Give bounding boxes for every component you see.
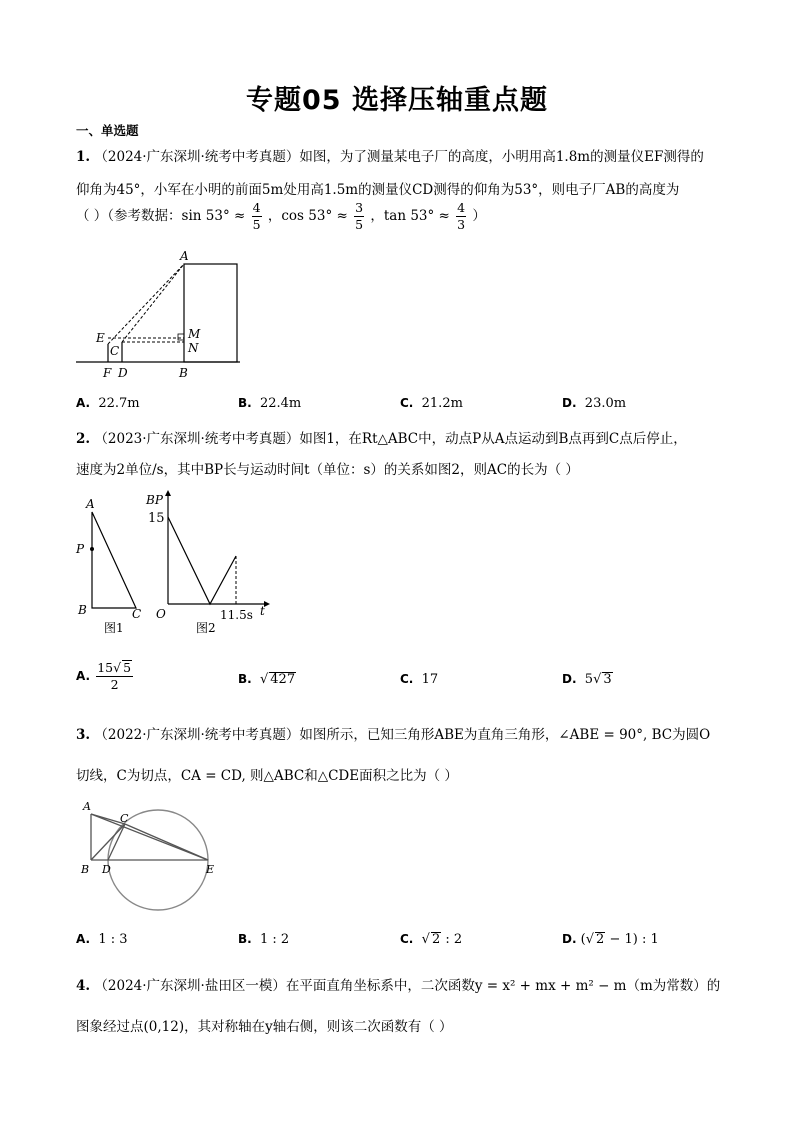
q3-option-b-key: B. bbox=[238, 932, 252, 946]
q3-text-line2: 切线，C为切点，CA = CD, 则△ABC和△CDE面积之比为（ ） bbox=[76, 768, 458, 784]
q1-fraction-cos bbox=[354, 200, 364, 233]
q1-label-N: N bbox=[188, 341, 199, 355]
q3-option-d-rad: 2 bbox=[596, 932, 605, 947]
q2-option-c[interactable] bbox=[400, 672, 438, 687]
q2-fig2-label-t: t bbox=[260, 604, 265, 618]
q3-label-C: C bbox=[120, 812, 129, 825]
q3-option-c[interactable]: C. √ 2 : 2 bbox=[400, 932, 463, 947]
q2-fig1-caption: 图1 bbox=[104, 621, 124, 635]
q3-label-D: D bbox=[102, 863, 111, 876]
q2-text-line2: 速度为2单位/s，其中BP长与运动时间t（单位：s）的关系如图2，则AC的长为（ ） bbox=[76, 462, 579, 478]
page-title: 专题05 选择压轴重点题 bbox=[246, 85, 548, 116]
q1-label-M: M bbox=[188, 327, 201, 341]
q1-text-line2: 仰角为45°，小军在小明的前面5m处用高1.5m的测量仪CD测得的仰角为53°，则电子厂AB的高度为 bbox=[76, 182, 680, 198]
q2-line1 bbox=[76, 427, 687, 447]
q2-option-d-rad: 3 bbox=[603, 672, 612, 687]
q2-option-d-coef: 5 bbox=[584, 672, 594, 687]
q1-line1 bbox=[76, 145, 704, 165]
q1-option-b-key: B. bbox=[238, 396, 252, 410]
q2-fig1-label-B: B bbox=[78, 603, 87, 617]
q2-text-line1: （2023·广东深圳·统考中考真题）如图1，在Rt△ABC中，动点P从A点运动到B点再到C点后停止， bbox=[94, 431, 687, 447]
q2-option-c-key: C. bbox=[400, 672, 414, 686]
q1-figure bbox=[70, 245, 250, 380]
q1-fraction-sin bbox=[252, 200, 262, 233]
q3-label-E: E bbox=[206, 863, 215, 876]
q2-fig1-label-A: A bbox=[86, 497, 95, 511]
q4-line1 bbox=[76, 974, 720, 994]
q2-option-b[interactable]: B. √ 427 bbox=[238, 672, 296, 687]
q2-option-a-rad: 5 bbox=[123, 660, 132, 675]
q2-option-a-den: 2 bbox=[110, 677, 119, 692]
q3-number: 3. bbox=[76, 727, 91, 743]
q2-fig2-label-11.5s: 11.5s bbox=[220, 608, 253, 622]
q2-fig2-caption: 图2 bbox=[196, 621, 216, 635]
q3-label-A: A bbox=[83, 800, 91, 813]
q1-option-a-key: A. bbox=[76, 396, 91, 410]
q1-f2-num: 3 bbox=[355, 200, 364, 215]
q2-fig2-label-BP: BP bbox=[146, 493, 163, 507]
q1-option-c-key: C. bbox=[400, 396, 414, 410]
q1-option-d[interactable] bbox=[562, 396, 626, 411]
q3-option-d-pre: ( bbox=[580, 932, 586, 947]
q3-option-a[interactable] bbox=[76, 932, 128, 947]
q1-option-a-text: 22.7m bbox=[98, 396, 140, 411]
q4-text-line2: 图象经过点(0,12)，其对称轴在y轴右侧，则该二次函数有（ ） bbox=[76, 1019, 453, 1035]
q1-number: 1. bbox=[76, 149, 91, 165]
q1-option-d-text: 23.0m bbox=[584, 396, 627, 411]
q2-option-a-key: A. bbox=[76, 669, 91, 683]
q3-option-b[interactable] bbox=[238, 932, 289, 947]
q4-text-line1: （2024·广东深圳·盐田区一模）在平面直角坐标系中，二次函数y = x² + mx + m² − m（m为常数）的 bbox=[94, 978, 721, 994]
q1-f1-den: 5 bbox=[252, 217, 261, 232]
q1-line3-sep1: ，cos 53° ≈ bbox=[267, 208, 348, 224]
q2-figure2 bbox=[142, 488, 282, 643]
q4-number: 4. bbox=[76, 978, 91, 994]
q1-fraction-tan bbox=[456, 200, 466, 233]
q3-option-d[interactable]: D. (√ 2 − 1) : 1 bbox=[562, 932, 659, 947]
q3-label-B: B bbox=[81, 863, 90, 876]
q3-option-c-key: C. bbox=[400, 932, 414, 946]
section-heading: 一、单选题 bbox=[76, 123, 139, 138]
q3-text-line1: （2022·广东深圳·统考中考真题）如图所示，已知三角形ABE为直角三角形，∠ABE = 90°, BC为圆O bbox=[94, 727, 711, 743]
q1-f1-num: 4 bbox=[252, 200, 261, 215]
q3-line1 bbox=[76, 723, 710, 743]
q1-line3-sep2: ，tan 53° ≈ bbox=[370, 208, 450, 224]
q1-label-A: A bbox=[180, 249, 189, 263]
q1-text-line1: （2024·广东深圳·统考中考真题）如图，为了测量某电子厂的高度，小明用高1.8m的测量仪EF测得的 bbox=[94, 149, 704, 165]
q3-option-b-text: 1 : 2 bbox=[259, 932, 290, 947]
q2-option-a-fraction: $\frac{15√ 5}{2}$ bbox=[97, 660, 132, 692]
q1-option-b-text: 22.4m bbox=[259, 396, 302, 411]
q2-option-a-num: 15 bbox=[97, 660, 114, 675]
q1-f2-den: 5 bbox=[355, 217, 364, 232]
q1-line3 bbox=[76, 200, 486, 233]
q1-line3-pre: （ ）（参考数据：sin 53° ≈ bbox=[76, 208, 246, 224]
q1-label-C: C bbox=[110, 344, 120, 358]
q2-option-d-key: D. bbox=[562, 672, 577, 686]
q2-option-d[interactable]: D. 5√ 3 bbox=[562, 672, 612, 687]
q2-fig1-label-P: P bbox=[76, 542, 85, 556]
q1-f3-num: 4 bbox=[457, 200, 466, 215]
q2-fig1-label-C: C bbox=[132, 607, 142, 621]
q1-option-d-key: D. bbox=[562, 396, 577, 410]
q1-option-c-text: 21.2m bbox=[421, 396, 463, 411]
q3-figure bbox=[72, 796, 232, 921]
q3-option-d-tail: ) : 1 bbox=[632, 932, 659, 947]
q2-fig2-label-O: O bbox=[156, 607, 166, 621]
q3-option-c-rad: 2 bbox=[431, 932, 441, 947]
q2-option-b-key: B. bbox=[238, 672, 252, 686]
q2-fig2-label-15: 15 bbox=[148, 511, 165, 526]
q3-option-d-mid: − 1 bbox=[605, 932, 633, 947]
q2-option-c-text: 17 bbox=[421, 672, 439, 687]
q1-option-a[interactable] bbox=[76, 396, 140, 411]
q1-label-B: B bbox=[179, 366, 188, 380]
q3-option-c-tail: : 2 bbox=[441, 932, 463, 947]
q2-number: 2. bbox=[76, 431, 91, 447]
q1-line3-end: ） bbox=[472, 208, 486, 224]
q1-label-D: D bbox=[118, 366, 128, 380]
q3-option-d-key: D. bbox=[562, 932, 577, 946]
q2-option-a[interactable] bbox=[76, 660, 135, 693]
q1-option-c[interactable] bbox=[400, 396, 463, 411]
q2-option-b-rad: 427 bbox=[270, 672, 296, 687]
q3-option-a-text: 1 : 3 bbox=[98, 932, 128, 947]
q1-label-E: E bbox=[96, 331, 105, 345]
q1-f3-den: 3 bbox=[457, 217, 466, 232]
q1-label-F: F bbox=[103, 366, 112, 380]
q1-option-b[interactable] bbox=[238, 396, 301, 411]
q3-option-a-key: A. bbox=[76, 932, 91, 946]
